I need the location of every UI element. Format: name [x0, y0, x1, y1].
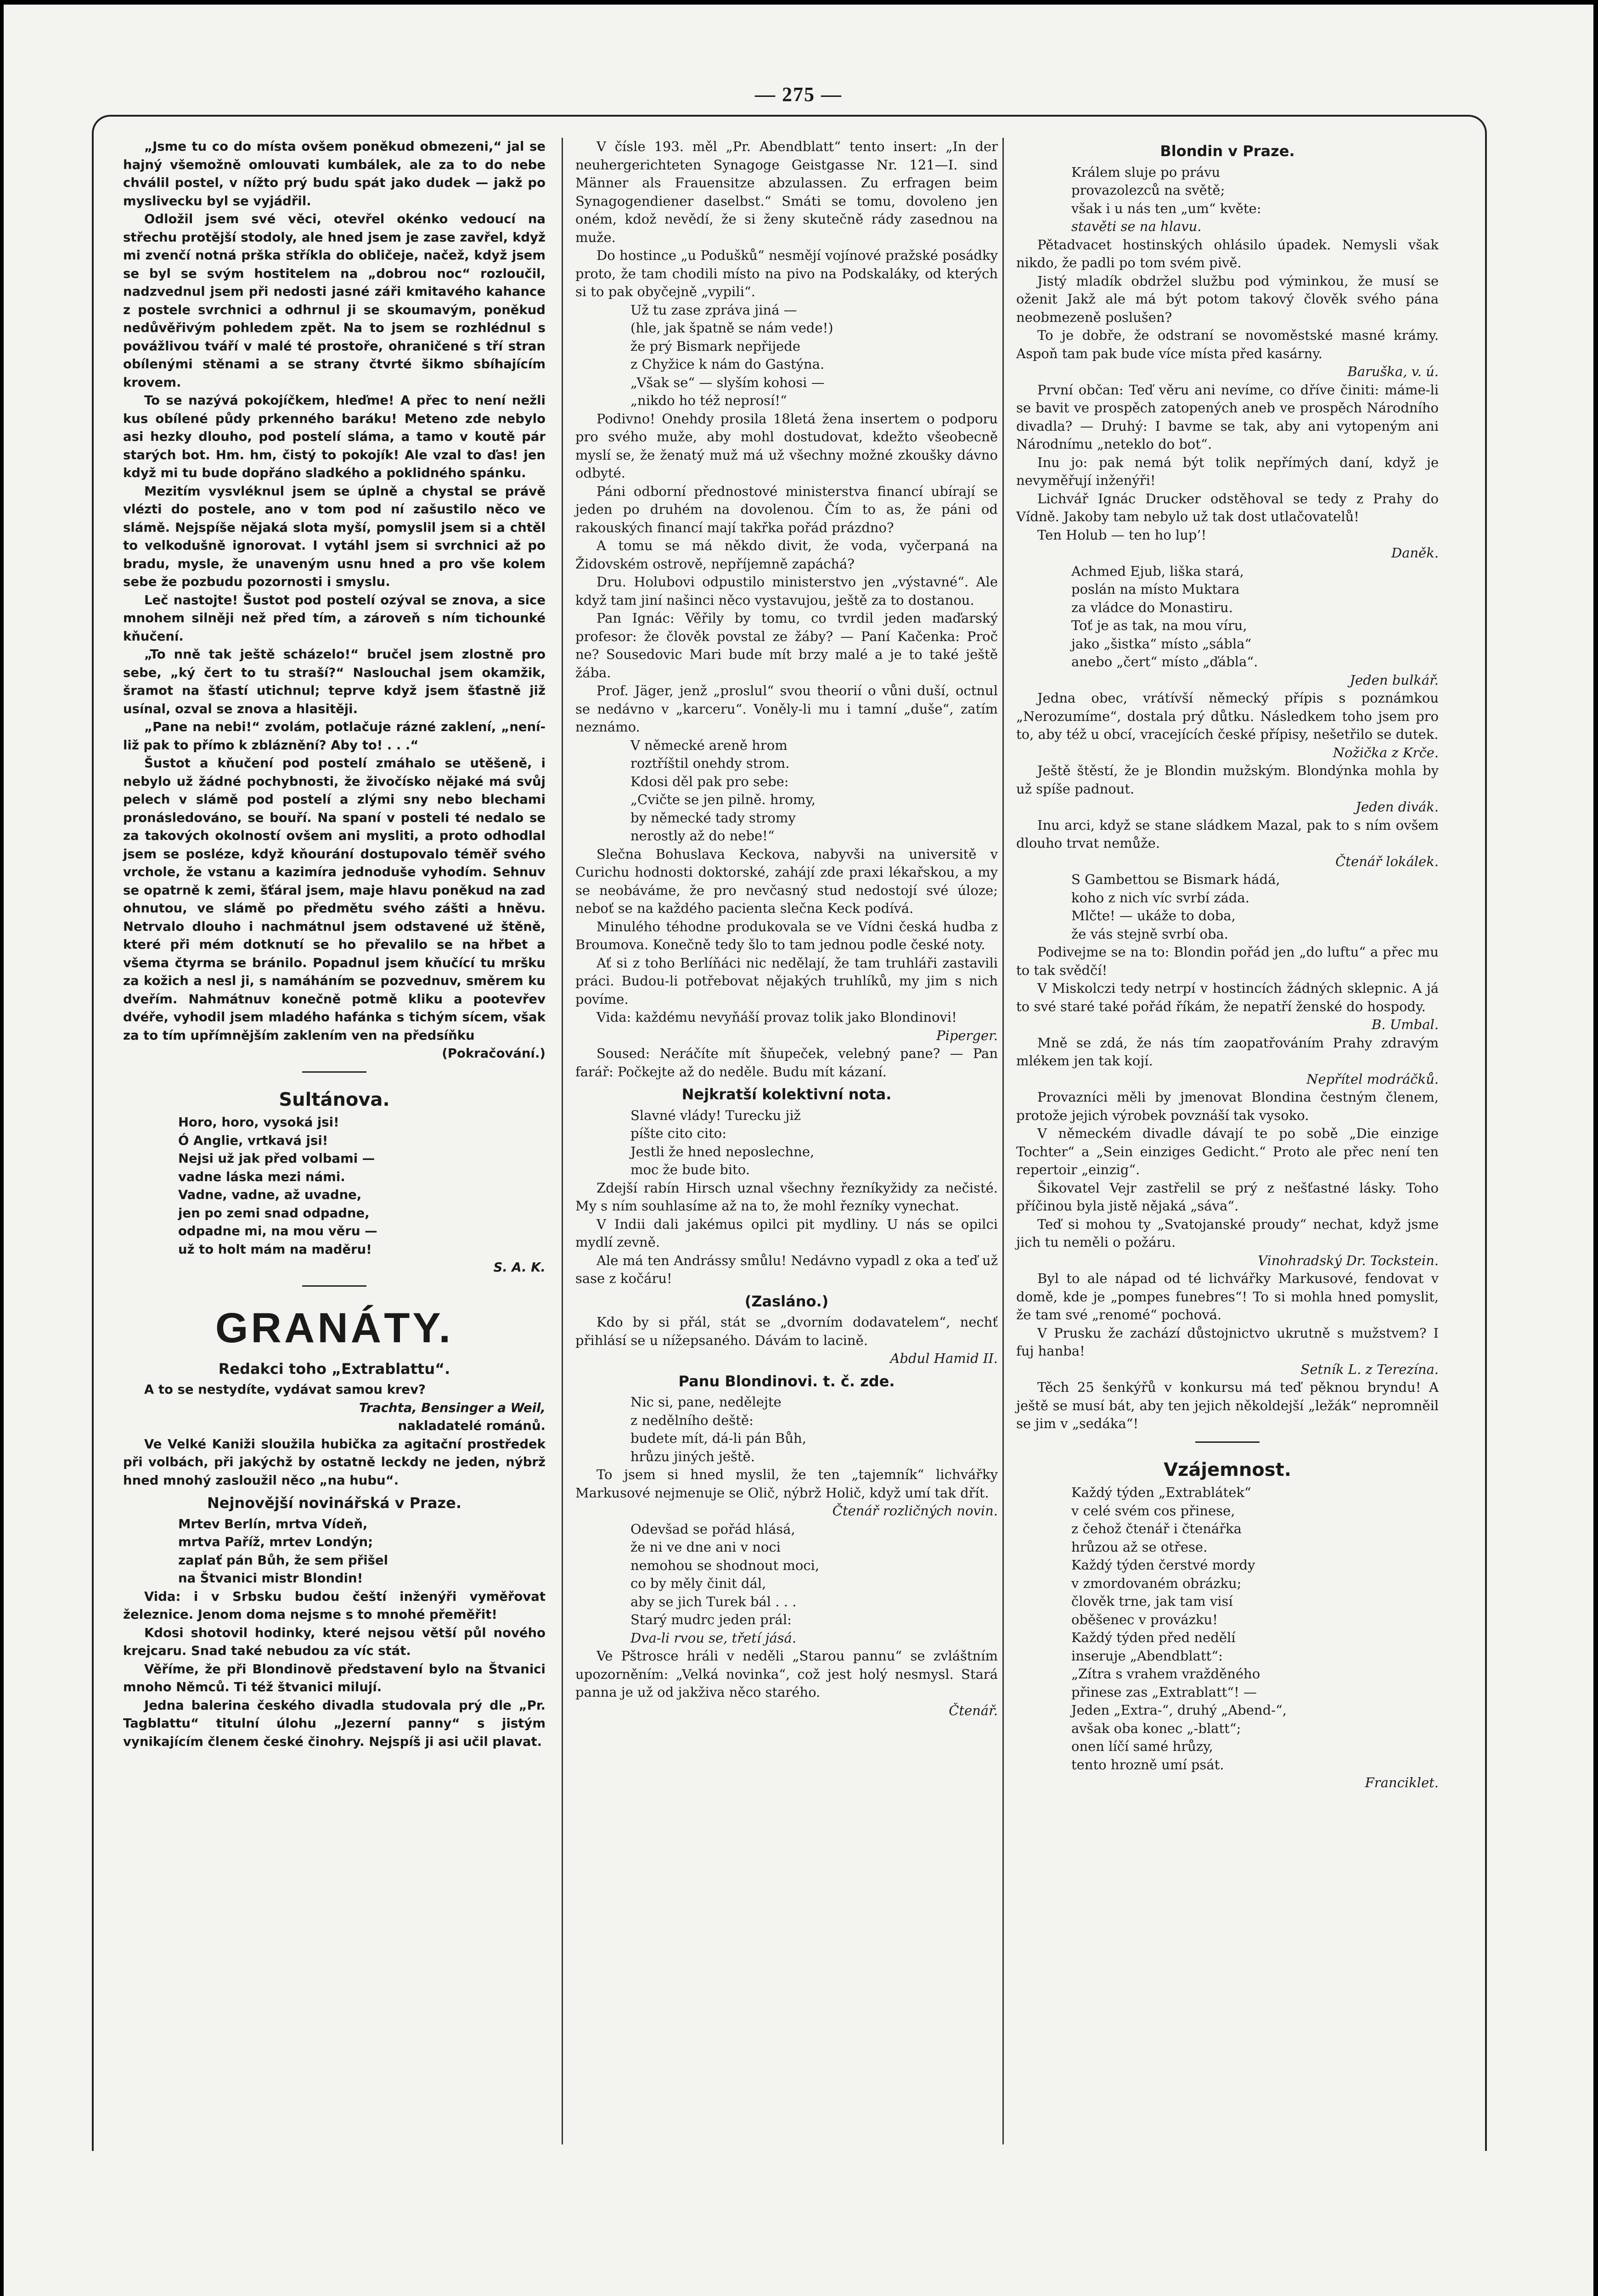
item-text: Jedna obec, vrátívší německý přípis s poznámkou „Nerozumíme“, dostala prý důtku. Následkem toho jsem pro to, aby též u obcí, vracejících české přípisy, nešetřilo se dutek. — [1016, 690, 1439, 742]
story-paragraph: Leč nastojte! Šustot pod postelí ozýval se znova, a sice mnohem silněji než před tím, a zároveň s ním tichounké kňučení. — [123, 592, 546, 644]
poem-line: „nikdo ho též neprosí!“ — [630, 393, 787, 408]
item-signature: Jeden bulkář. — [1350, 672, 1439, 688]
item-signature: Piperger. — [936, 1027, 998, 1043]
item-text: Šikovatel Vejr zastřelil se prý z nešťastné lásky. Toho příčinou byla jistě nějaká „sáva“. — [1016, 1180, 1439, 1214]
poem-line: však i u nás ten „um“ květe: — [1071, 200, 1261, 216]
poem-line: anebo „čert“ místo „ďábla“. — [1071, 654, 1258, 670]
poem-line: (hle, jak špatně se nám vede!) — [630, 320, 833, 336]
poem-line: vadne láska mezi námi. — [178, 1169, 345, 1184]
poem-line: by německé tady stromy — [630, 810, 796, 826]
item-text: V německém divadle dávají te po sobě „Die einzige Tochter“ a „Sein einziges Gedicht.“ Proto ale přec není ten repertoir „einzig“. — [1016, 1125, 1439, 1177]
story-paragraph: „Pane na nebi!“ zvolám, potlačuje rázné zaklení, „není-liž pak to přímo k zbláznění? Aby to! . . .“ — [123, 720, 546, 753]
item-title: Nejkratší kolektivní nota. — [681, 1086, 892, 1103]
item-text: Prof. Jäger, jenž „proslul“ svou theorií o vůni duší, octnul se nedávno v „karceru“. Voněly-li mu i tamní „duše“, zatím neznámo. — [575, 683, 998, 735]
item-text: Soused: Neráčíte mít šňupeček, velebný pane? — Pan farář: Počkejte až do neděle. Budu mít kázaní. — [575, 1046, 998, 1080]
item-title: (Zasláno.) — [744, 1292, 829, 1310]
item-text: V Prusku že zachází důstojnictvo ukrutně s mužstvem? I fuj hanba! — [1016, 1325, 1439, 1359]
poem-line: inseruje „Abendblatt“: — [1071, 1648, 1223, 1664]
poem-line: z čehož čtenář i čtenářka — [1071, 1521, 1242, 1536]
poem-line: Slavné vlády! Turecku již — [630, 1107, 801, 1123]
item-signature: Jeden divák. — [1356, 799, 1439, 815]
poem-line: Králem sluje po právu — [1071, 164, 1221, 180]
item-text: Ten Holub — ten ho lup’! — [1037, 527, 1207, 543]
poem-line: poslán na místo Muktara — [1071, 581, 1240, 597]
item-text: Byl to ale nápad od té lichvářky Markusové, fendovat v domě, kde je „pompes funebres“! To si mohla hned pomyslit, že tam své „renomé“ pochová. — [1016, 1271, 1439, 1322]
separator — [302, 1285, 366, 1287]
item-signature: Čtenář rozličných novin. — [832, 1503, 998, 1519]
item-text: Ve Pštrosce hráli v neděli „Starou pannu“ se zvláštním upozorněním: „Velká novinka“, což jest holý nesmysl. Stará panna je už od jakživa něco starého. — [575, 1648, 998, 1700]
poem-line: tento hrozně umí psát. — [1071, 1756, 1224, 1773]
poem-line: Jeden „Extra-“, druhý „Abend-“, — [1071, 1702, 1287, 1718]
poem-line: z Chyžice k nám do Gastýna. — [630, 356, 825, 372]
item-text: Jedna balerina českého divadla studovala prý dle „Pr. Tagblattu“ titulní úlohu „Jezerní panny“ s jistým vynikajícím členem české činohry. Nejspíš ji asi učil plavat. — [123, 1698, 546, 1749]
item-text: Jistý mladík obdržel službu pod výminkou, že musí se oženit Jakž ale má být potom takový člověk svého pána neobmezeně poslušen? — [1016, 273, 1439, 325]
poem-line: „Zítra s vrahem vražděného — [1071, 1666, 1260, 1682]
poem-line: nemohou se shodnout moci, — [630, 1557, 820, 1573]
item-signature: Daněk. — [1391, 545, 1439, 561]
item-text: Podivejme se na to: Blondin pořád jen „do luftu“ a přec mu to tak svědčí! — [1016, 944, 1439, 978]
item-text: Podivno! Onehdy prosila 18letá žena insertem o podporu pro svého muže, aby mohl dostudovat, kdežto všeobecně myslí se, že ženatý muž má už všechny možné zkoušky dávno odbyté. — [575, 411, 998, 481]
item-text: V čísle 193. měl „Pr. Abendblatt“ tento insert: „In der neuhergerichteten Synagoge Geistgasse Nr. 121—I. sind Männer als Frauensitze abzulassen. Zu erfragen beim Synagogendiener daselbst.“ Smáti se tomu, dovoleno jen oném, kdož nevědí, že si ženy skutečně rády zasednou na muže. — [575, 139, 998, 245]
poem-line: roztříštil onehdy strom. — [630, 755, 790, 771]
poem-line: Mrtev Berlín, mrtva Vídeň, — [178, 1516, 368, 1531]
item-text: Dru. Holubovi odpustilo ministerstvo jen „výstavné“. Ale když tam jiní našinci něco vystavujou, ještě za to dostanou. — [575, 574, 998, 608]
item-text: Slečna Bohuslava Keckova, nabyvši na universitě v Curichu hodnosti doktorské, zahájí zde praxi lékařskou, a my se neobáváme, že pro nevčasný stud nedostojí své úloze; neboť se na každého pacienta slečna Keck podívá. — [575, 846, 998, 916]
item-text: To jsem si hned myslil, že ten „tajemník“ lichvářky Markusové nejmenuje se Olič, nýbrž Holič, když umí tak dřít. — [575, 1467, 998, 1501]
item-title: Redakci toho „Extrablattu“. — [218, 1360, 450, 1378]
item-text: Páni odborní přednostové ministerstva financí ubírají se jeden po druhém na dovolenou. Čím to as, že páni od rakouských financí mají takřka pořád prázdno? — [575, 483, 998, 535]
poem-line: přinese zas „Extrablatt“! — — [1071, 1684, 1257, 1700]
poem-line: na Štvanici mistr Blondin! — [178, 1571, 363, 1586]
poem-line: že vás stejně svrbí oba. — [1071, 926, 1228, 942]
poem-line: Achmed Ejub, liška stará, — [1071, 563, 1244, 579]
poem-line: Každý týden „Extrablátek“ — [1071, 1485, 1251, 1500]
item-text: V Miskolczi tedy netrpí v hostincích žádných sklepnic. A já to své staré také pořád říkám, že nepatří ženské do hospody. — [1016, 980, 1439, 1014]
item-text: Pětadvacet hostinských ohlásilo úpadek. Nemysli však nikdo, že padli po tom svém pivě. — [1016, 236, 1439, 270]
item-signature: Franciklet. — [1365, 1775, 1439, 1790]
item-text: Věříme, že při Blondinově představení bylo na Štvanici mnoho Němců. Ti též štvanici milují. — [123, 1661, 546, 1694]
poem-line: Jestli že hned neposlechne, — [630, 1143, 815, 1159]
item-text: Ve Velké Kaniži sloužila hubička za agitační prostředek při volbách, při jakýchž by ostatně leckdy ne jeden, nýbrž hned mnohý zasloužil něco „na hubu“. — [123, 1436, 546, 1488]
item-text: Těch 25 šenkýřů v konkursu má teď pěknou bryndu! A ještě se musí bát, aby ten jejich několdejší „ležák“ nepromněil se jim v „sedáka“! — [1016, 1379, 1439, 1431]
item-signature: Nepřítel modráčků. — [1306, 1071, 1439, 1087]
item-title: Panu Blondinovi. t. č. zde. — [678, 1372, 895, 1390]
story-paragraph: Mezitím vysvléknul jsem se úplně a chystal se právě vlézti do postele, ano v tom pod ní zašustilo něco ve slámě. Nejspíše nějaká slota myší, pomyslil jsem si a chtěl to velkodušně ignorovat. I vytáhl jsem si svrchnici až po bradu, mysle, že unaveným usnu hned a pro vše kolem sebe že pozbudu pozornosti i smyslu. — [123, 484, 546, 589]
item-text: Ještě štěstí, že je Blondin mužským. Blondýnka mohla by už spíše padnout. — [1016, 763, 1439, 797]
poem-line: S Gambettou se Bismark hádá, — [1071, 872, 1280, 887]
poem-line: onen líčí samé hrůzy, — [1071, 1739, 1213, 1754]
item-signature: Nožička z Krče. — [1333, 744, 1439, 760]
item-text: Mně se zdá, že nás tím zaopatřováním Prahy zdravým mlékem jen tak kojí. — [1016, 1035, 1439, 1069]
poem-line: mrtva Paříž, mrtev Londýn; — [178, 1535, 373, 1549]
item-text: V Indii dali jakémus opilci pit mydliny. U nás se opilci mydlí zevně. — [575, 1216, 998, 1250]
poem-line: jen po zemi snad odpadne, — [178, 1205, 370, 1221]
poem-line: Toť je as tak, na mou víru, — [1071, 618, 1247, 633]
column-3 — [1016, 138, 1439, 1792]
poem-line: odpadne mi, na mou věru — — [178, 1224, 377, 1238]
poem-line: koho z nich víc svrbí záda. — [1071, 889, 1249, 906]
poem-line: píšte cito cito: — [630, 1125, 727, 1141]
poem-line: Nic si, pane, nedělejte — [630, 1394, 782, 1410]
poem-line: provazolezců na světě; — [1071, 182, 1225, 198]
item-text: Minulého téhodne produkovala se ve Vídni česká hudba z Broumova. Konečně tedy šlo to tam jednou podle české noty. — [575, 918, 998, 952]
poem-line: nerostly až do nebe!“ — [630, 828, 775, 844]
poem-line: z nedělního deště: — [630, 1412, 754, 1428]
item-text: Vida: i v Srbsku budou čeští inženýři vyměřovat železnice. Jenom doma nejsme s to mnohé přeměřit! — [123, 1589, 546, 1622]
separator — [1195, 1441, 1260, 1443]
poem-line: v zmordovaném obrázku; — [1071, 1575, 1242, 1591]
item-text: Kdosi shotovil hodinky, které nejsou větší půl nového krejcaru. Snad také nebudou za víc stát. — [123, 1625, 546, 1658]
item-signature: Baruška, v. ú. — [1347, 364, 1439, 379]
poem-line: že ni ve dne ani v noci — [630, 1539, 781, 1555]
poem-line: budete mít, dá-li pán Bůh, — [630, 1430, 806, 1446]
poem-line: „Však se“ — slyším kohosi — — [630, 374, 825, 390]
poem-line: „Cvičte se jen pilně. hromy, — [630, 792, 816, 807]
poem-line: avšak oba konec „-blatt“; — [1071, 1720, 1241, 1736]
poem-line: zaplať pán Bůh, že sem přišel — [178, 1553, 388, 1568]
story-paragraph: Odložil jsem své věci, otevřel okénko vedoucí na střechu protější stodoly, ale hned jsem je zase zavřel, když mi zvenčí notná prška stříkla do obličeje, načež, když jsem se byl se svým hostitelem na „dobrou noc“ rozloučil, nadzvednul jsem při nedosti jasné záři kmitavého kahance z postele svrchnici a odhrnul ji se skoumavým, poněkud nedůvěřivým pohledem zpět. Na to jsem se rozhlédnul s povážlivou tváří v malé té prostoře, ohraničené s tří stran obílenými stěnami a se strany čtvrté šikmo sbíhajícím krovem. — [123, 212, 546, 390]
item-text: Inu arci, když se stane sládkem Mazal, pak to s ním ovšem dlouho trvat nemůže. — [1016, 817, 1439, 851]
poem-line: za vládce do Monastiru. — [1071, 599, 1233, 615]
poem-line: už to holt mám na maděru! — [178, 1242, 372, 1257]
column-rule — [1002, 138, 1004, 2144]
poem-line: Starý mudrc jeden prál: — [630, 1612, 792, 1627]
poem-line: oběšenec v provázku! — [1071, 1611, 1218, 1627]
column-2 — [575, 138, 998, 1720]
item-text: Ale má ten Andrássy smůlu! Nedávno vypadl z oka a teď už sase z kočáru! — [575, 1252, 998, 1286]
item-signature: Trachta, Bensinger a Weil, — [359, 1400, 546, 1415]
poem-line: hrůzou až se otřese. — [1071, 1539, 1208, 1555]
item-text: A to se nestydíte, vydávat samou krev? — [144, 1382, 426, 1397]
item-title: Blondin v Praze. — [1160, 142, 1295, 160]
poem-line: že prý Bismark nepřijede — [630, 338, 801, 354]
story-paragraph: „To nně tak ještě scházelo!“ bručel jsem zlostně pro sebe, „ký čert to tu straší?“ Naslouchal jsem okamžik, šramot na šťastí utichnul; teprve když jsem šťastně již usínal, ozval se znova a hlasitěji. — [123, 647, 546, 716]
item-text: Lichvář Ignác Drucker odstěhoval se tedy z Prahy do Vídně. Jakoby tam nebylo už tak dost utlačovatelů! — [1016, 490, 1439, 524]
item-signature: nakladatelé románů. — [398, 1418, 546, 1433]
poem-line: jako „šistka“ místo „sábla“ — [1071, 636, 1252, 652]
poem-line: Mlčte! — ukáže to doba, — [1071, 908, 1236, 923]
item-title: Vzájemnost. — [1164, 1459, 1291, 1480]
item-text: Do hostince „u Podušků“ nesmějí vojínové pražské posádky proto, že tam chodili místo na pivo na Podskaláky, od kterých si to pak obyčejně „vypili“. — [575, 248, 998, 299]
item-title: Nejnovější novinářská v Praze. — [207, 1494, 462, 1512]
poem-line: Horo, horo, vysoká jsi! — [178, 1115, 339, 1130]
item-signature: Setník L. z Terezína. — [1300, 1361, 1439, 1377]
item-text: Vida: každému nevyňáší provaz tolik jako Blondinovi! — [596, 1009, 957, 1025]
item-text: Inu jo: pak nemá být tolik nepřímých daní, když je nevyměřují inženýři! — [1016, 454, 1439, 488]
continuation-note: (Pokračování.) — [442, 1046, 546, 1061]
poem-line: Dva-li rvou se, třetí jásá. — [630, 1630, 797, 1646]
poem-line: moc že bude bito. — [630, 1162, 750, 1177]
poem-line: člověk trne, jak tam visí — [1071, 1593, 1233, 1609]
poem-line: Každý týden před nedělí — [1071, 1630, 1236, 1645]
item-text: Zdejší rabín Hirsch uznal všechny řezníkyžidy za nečisté. My s ním souhlasíme až na to, že mohl řezníky vynechat. — [575, 1180, 998, 1214]
section-title: GRANÁTY. — [215, 1304, 454, 1351]
item-text: Kdo by si přál, stát se „dvorním dodavatelem“, nechť přihlásí se u nížepsaného. Dávám to lacině. — [575, 1314, 998, 1348]
item-signature: Čtenář lokálek. — [1335, 853, 1439, 869]
poem-line: hrůzu jiných ještě. — [630, 1448, 755, 1464]
item-text: To je dobře, že odstraní se novoměstské masné krámy. Aspoň tam pak bude více místa před kasárny. — [1016, 327, 1439, 361]
poem-title: Sultánova. — [279, 1089, 390, 1110]
item-signature: B. Umbal. — [1371, 1017, 1439, 1032]
poem-line: co by měly činit dál, — [630, 1576, 766, 1591]
poem-line: aby se jich Turek bál . . . — [630, 1593, 797, 1609]
poem-line: v celé svém cos přinese, — [1071, 1503, 1235, 1519]
poem-line: V německé areně hrom — [630, 737, 788, 753]
item-text: Provazníci měli by jmenovat Blondina čestným členem, protože jejich výrobek povznáší tak vysoko. — [1016, 1089, 1439, 1123]
column-rule — [562, 138, 563, 2144]
story-paragraph: To se nazývá pokojíčkem, hleďme! A přec to není nežli kus obílené půdy prkenného baráku! Meteno zde nebylo asi hezky dlouho, pod postelí sláma, a tamo v koutě pár starých bot. Hm. hm, čistý to pokojík! Ale vzal to ďas! jen když mi tu bude dopřáno sladkého a poklidného spánku. — [123, 393, 546, 480]
item-signature: Vinohradský Dr. Tockstein. — [1258, 1252, 1439, 1268]
column-1 — [123, 138, 546, 1751]
poem-line: Už tu zase zpráva jiná — — [630, 302, 797, 318]
poem-line: Kdosi děl pak pro sebe: — [630, 773, 789, 789]
poem-line: Vadne, vadne, až uvadne, — [178, 1187, 362, 1202]
poem-line: Odevšad se pořád hlásá, — [630, 1521, 795, 1537]
item-text: A tomu se má někdo divit, že voda, vyčerpaná na Židovském ostrově, nepříjemně zapáchá? — [575, 538, 998, 572]
item-text: První občan: Teď věru ani nevíme, co dříve činiti: máme-li se bavit ve prospěch zatopených aneb ve prospěch Národního divadla? — Druhý: I bavme se tak, aby ani vytopeným ani Národnímu „neteklo do bot“. — [1016, 382, 1439, 452]
item-text: Pan Ignác: Věřily by tomu, co tvrdil jeden maďarský profesor: že člověk povstal ze žáby? — Paní Kačenka: Proč ne? Sousedovic Mari bude mít brzy malé a je to také ještě žába. — [575, 610, 998, 681]
poem-line: Ó Anglie, vrtkavá jsi! — [178, 1133, 328, 1148]
item-text: Ať si z toho Berlíňáci nic nedělají, že tam truhláři zastavili práci. Budou-li potřebovat nějakých truhlíků, my jim s nich povíme. — [575, 955, 998, 1007]
poem-signature: S. A. K. — [493, 1260, 546, 1275]
newspaper-page — [4, 5, 1593, 2296]
page-number: — 275 — — [755, 83, 842, 106]
item-signature: Abdul Hamid II. — [890, 1351, 998, 1366]
separator — [302, 1071, 366, 1073]
poem-line: Každý týden čerstvé mordy — [1071, 1557, 1255, 1573]
item-text: Teď si mohou ty „Svatojanské proudy“ nechat, když jsme jich tu neměli o požáru. — [1016, 1216, 1439, 1250]
story-paragraph: „Jsme tu co do místa ovšem poněkud obmezeni,“ jal se hajný všemožně omlouvati kumbálek, ale za to do nebe chválil postel, v nížto prý budu spát jako dudek — jakž po myslivecku byl se vyjádřil. — [123, 139, 546, 208]
story-paragraph: Šustot a kňučení pod postelí zmáhalo se utěšeně, i nebylo už žádné pochybnosti, že živočísko nějaké má svůj pelech v slámě pod postelí a zlými sny nebo blechami pronásledováno, se bouří. Na spaní v posteli té nedalo se za takových okolností ovšem ani mysliti, a proto odhodlal jsem se posléze, když kňourání dostupovalo téměř svého vrchole, že vstanu a kazimíra jednoduše vyhodím. Sehnuv se opatrně k zemi, šťáral jsem, maje hlavu poněkud na zad ohnutou, ve slámě po předmětu svého zášti a hněvu. Netrvalo dlouho i nachmátnul jsem odstavené už štěně, které při mém dotknutí se ho převalilo se na hřbet a všema čtyrma se bránilo. Popadnul jsem kňučící tu mršku za kožich a nesl ji, s namáháním se pozvednuv, směrem ku dveřím. Nahmátnuv konečně potmě kliku a pootevřev dvéře, vyhodil jsem mladého hafánka s tichým sícem, však za to tím upřímnějším zaklením ven na předsíňku — [123, 756, 546, 1043]
item-signature: Čtenář. — [949, 1702, 998, 1718]
poem-line: Nejsi už jak před volbami — — [178, 1151, 375, 1166]
poem-line: stavěti se na hlavu. — [1071, 219, 1202, 234]
